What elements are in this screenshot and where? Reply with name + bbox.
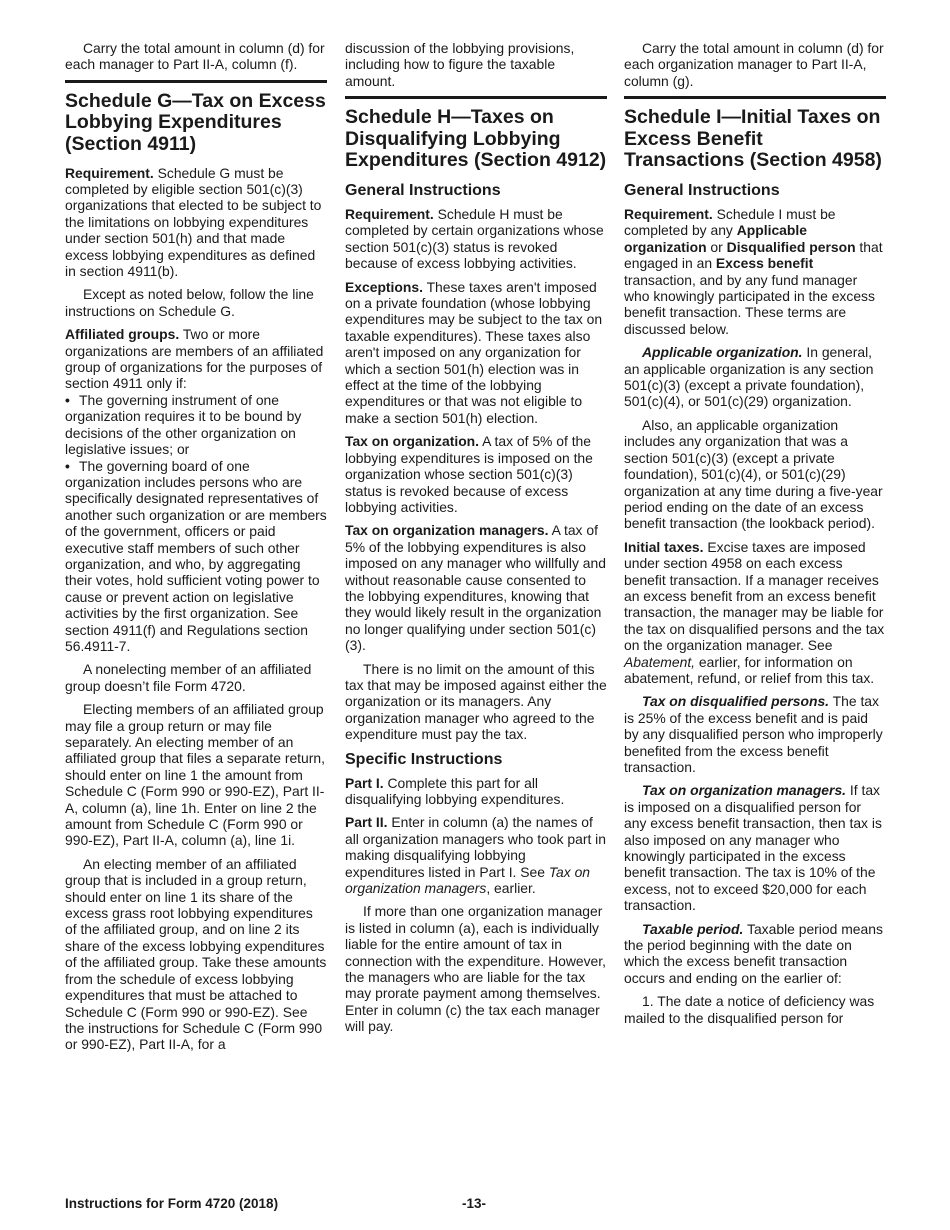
section-rule: [345, 96, 607, 99]
taxable-period-paragraph: Taxable period. Taxable period means the period beginning with the date on which the excess benefit transaction occurs and ending on the earlier of:: [624, 920, 883, 986]
nonelecting-paragraph: A nonelecting member of an affiliated group doesn’t file Form 4720.: [65, 661, 312, 694]
column-3: [624, 40, 886, 1033]
general-instructions-heading: General Instructions: [624, 182, 780, 199]
column-2: [345, 40, 607, 1042]
continued-paragraph: discussion of the lobbying provisions, including how to figure the taxable amount.: [345, 40, 575, 89]
section-rule: [65, 80, 327, 83]
schedule-h-heading: Schedule H—Taxes on Disqualifying Lobbying Expenditures (Section 4912): [345, 106, 607, 172]
column-1: [65, 40, 327, 1060]
requirement-paragraph: Requirement. Schedule I must be completed by any Applicable organization or Disqualified person that engaged in an Excess benefit transaction, and by any fund manager who knowingly participated in the excess benefit transaction. These terms are discussed below.: [624, 206, 883, 337]
bullet-item: • The governing instrument of one organization requires it to be bound by decisions of the other organization on legislative issues; or: [65, 391, 302, 458]
no-limit-paragraph: There is no limit on the amount of this tax that may be imposed against either the organization or its managers. Any organization manager who agreed to the expenditure must pay the tax.: [345, 660, 607, 743]
tax-managers-paragraph: Tax on organization managers. If tax is imposed on a disqualified person for any excess benefit transaction, then tax is also imposed on any manager who knowingly participated in the excess benefit transaction. The tax is 10% of the excess, not to exceed $20,000 for each transaction.: [624, 782, 882, 914]
page-number: -13-: [462, 1196, 487, 1211]
except-paragraph: Except as noted below, follow the line instructions on Schedule G.: [65, 286, 314, 319]
schedule-i-heading: Schedule I—Initial Taxes on Excess Benefit Transactions (Section 4958): [624, 106, 882, 172]
specific-instructions-heading: Specific Instructions: [345, 750, 503, 768]
tax-on-managers-paragraph: Tax on organization managers. A tax of 5% of the lobbying expenditures is also imposed on any manager who willfully and without reasonable cause consented to the lobbying expenditures, knowing that they would likely result in the organization no longer qualifying under section 501(c)(3).: [345, 522, 606, 654]
also-paragraph: Also, an applicable organization includes any organization that was a section 501(c)(3) (except a private foundation), 501(c)(4), or 501(c)(29) organization at any time during a five-year period ending on the date of an excess benefit transaction (the lookback period).: [624, 416, 883, 532]
schedule-g-heading: Schedule G—Tax on Excess Lobbying Expenditures (Section 4911): [65, 89, 326, 155]
section-rule: [624, 96, 886, 99]
more-than-one-paragraph: If more than one organization manager is listed in column (a), each is individually liable for the entire amount of tax in connection with the expenditure. However, the managers who are liable for the tax may prorate payment among themselves. Enter in column (c) the tax each manager will pay.: [345, 903, 606, 1035]
tax-on-organization-paragraph: Tax on organization. A tax of 5% of the lobbying expenditures is imposed on the organization whose section 501(c)(3) status is revoked because of excess lobbying activities.: [345, 433, 593, 515]
initial-taxes-paragraph: Initial taxes. Excise taxes are imposed under section 4958 on each excess benefit transaction. If a manager receives an excess benefit from an excess benefit transaction, the manager may be liable for the tax on disqualified persons and the tax on the organization manager. See Abatement, earlier, for information on abatement, refund, or relief from this tax.: [624, 538, 885, 686]
part-2-paragraph: Part II. Enter in column (a) the names of all organization managers who took part in making disqualifying lobbying expenditures listed in Part I. See Tax on organization managers, earlier.: [345, 814, 606, 897]
requirement-paragraph: Requirement. Schedule H must be completed by certain organizations whose section 501(c)(3) status is revoked because of excess lobbying activities.: [345, 206, 604, 272]
affiliated-groups-paragraph: Affiliated groups. Two or more organizations are members of an affiliated group of organizations for the purposes of section 4911 only if:: [65, 326, 324, 392]
carry-paragraph: Carry the total amount in column (d) for each manager to Part II-A, column (f).: [65, 40, 325, 73]
applicable-organization-paragraph: Applicable organization. In general, an applicable organization is any section 501(c)(3) (except a private foundation), 501(c)(4), or 501(c)(29) organization.: [624, 344, 874, 410]
electing-paragraph: Electing members of an affiliated group may file a group return or may file separately. An electing member of an affiliated group that files a separate return, should enter on line 1 the amount from Schedule C (Form 990 or 990-EZ), Part II-A, column (a), line 1h. Enter on line 2 the amount from Schedule C (Form 990 or 990-EZ), Part II-A, column (a), line 1i.: [65, 701, 325, 849]
requirement-paragraph: Requirement. Schedule G must be completed by eligible section 501(c)(3) organizations that elected to be subject to the limitations on lobbying expenditures under section 501(h) and that made excess lobbying expenditures as defined in section 4911(b).: [65, 164, 322, 280]
group-return-paragraph: An electing member of an affiliated group that is included in a group return, should enter on line 1 its share of the excess grass root lobbying expenditures of the affiliated group, and on line 2 its share of the excess lobbying expenditures of the affiliated group. Take these amounts from the schedule of excess lobbying expenditures that must be attached to Schedule C (Form 990 or 990-EZ). See the instructions for Schedule C (Form 990 or 990-EZ), Part II-A, for a: [65, 855, 327, 1053]
exceptions-paragraph: Exceptions. These taxes aren't imposed on a private foundation (whose lobbying expenditures may be subject to the tax on taxable expenditures). These taxes also aren't imposed on any organization for which a section 501(h) election was in effect at the time of the lobbying expenditures or that was not eligible to make a section 501(h) election.: [345, 278, 603, 426]
carry-paragraph: Carry the total amount in column (d) for each organization manager to Part II-A, column (g).: [624, 40, 884, 89]
part-1-paragraph: Part I. Complete this part for all disqualifying lobbying expenditures.: [345, 774, 565, 807]
numbered-item: 1. The date a notice of deficiency was mailed to the disqualified person for: [624, 993, 875, 1026]
footer-form-title: Instructions for Form 4720 (2018): [65, 1196, 279, 1211]
general-instructions-heading: General Instructions: [345, 182, 501, 199]
tax-disqualified-paragraph: Tax on disqualified persons. The tax is 25% of the excess benefit and is paid by any disqualified person who improperly benefited from the excess benefit transaction.: [624, 693, 883, 775]
bullet-item: • The governing board of one organization includes persons who are specifically designated representatives of another such organization or are members of the government, officers or paid executive staff members of such other organization, and who, by aggregating their votes, hold sufficient voting power to cause or prevent action on legislative activities by the first organization. See section 4911(f) and Regulations section 56.4911-7.: [65, 457, 327, 654]
